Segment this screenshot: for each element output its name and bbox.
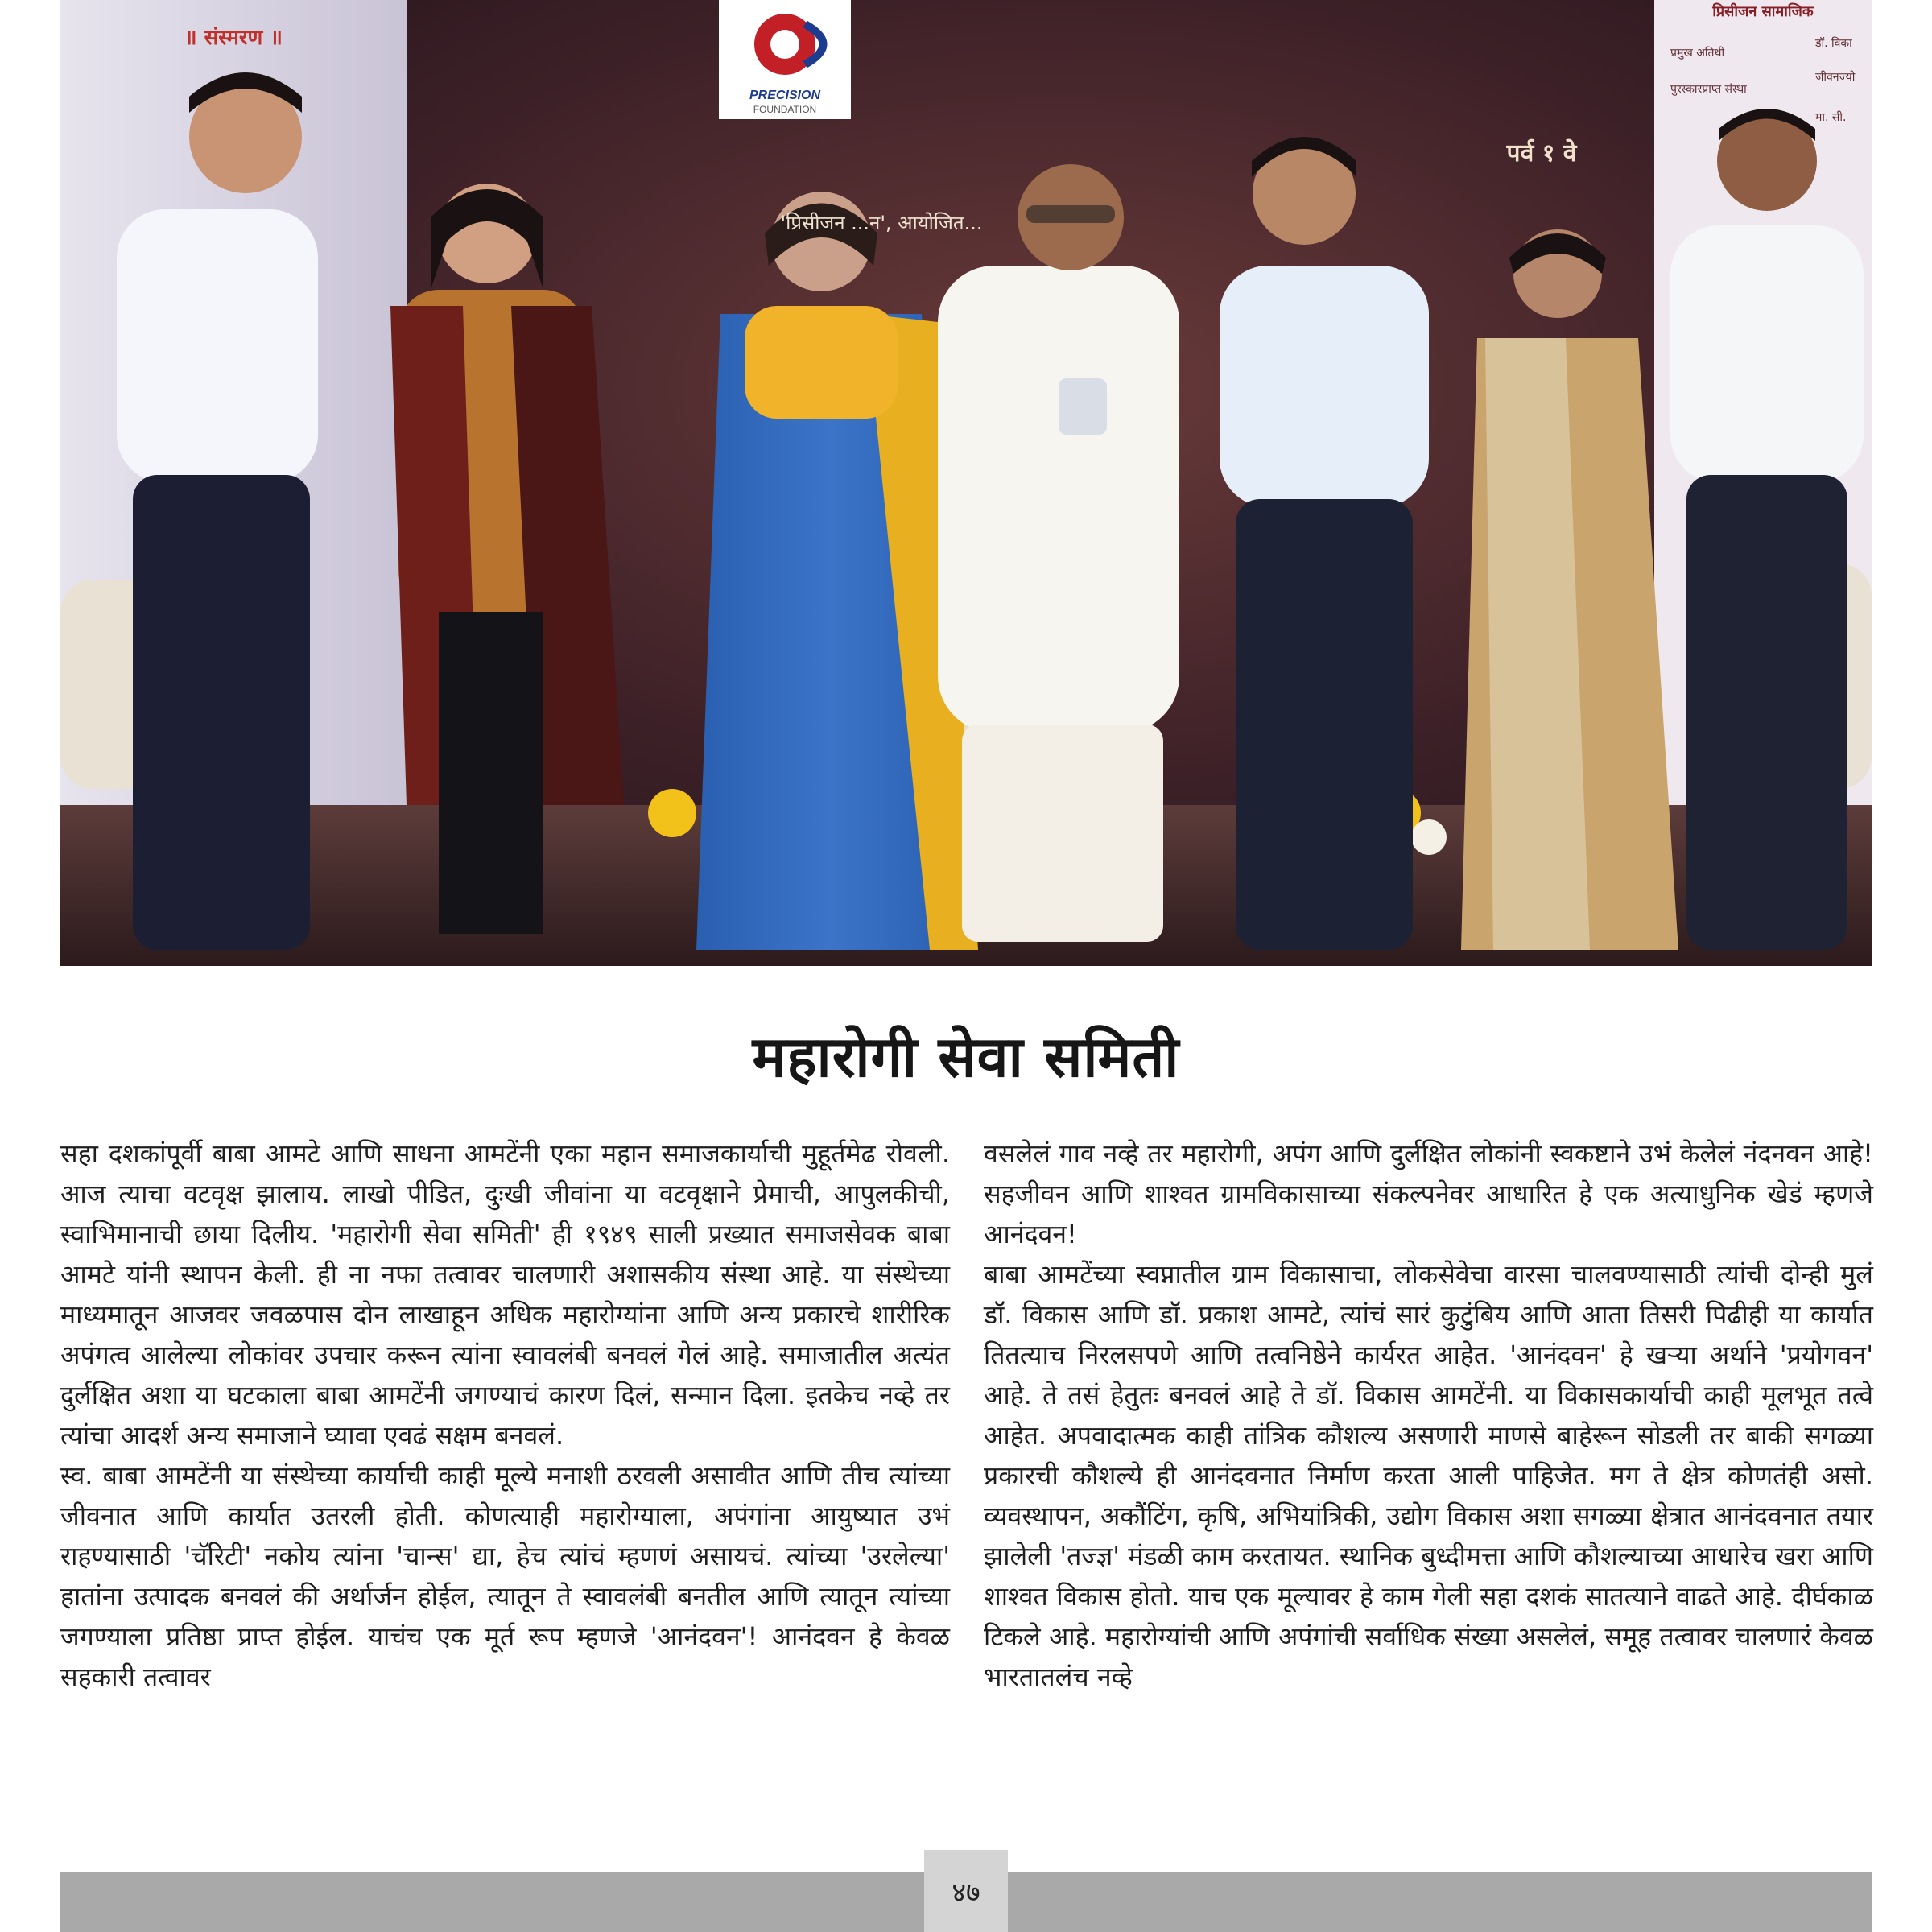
banner-right-row: डॉ. विका — [1815, 37, 1852, 50]
logo-sub: FOUNDATION — [753, 104, 817, 115]
article-heading: महारोगी सेवा समिती — [752, 1023, 1180, 1090]
banner-right-row: जीवनज्यो — [1815, 71, 1856, 84]
banner-right-header: प्रिसीजन सामाजिक — [1712, 3, 1814, 20]
page-number: ४७ — [924, 1850, 1008, 1932]
banner-right-row: प्रमुख अतिथी — [1670, 47, 1725, 60]
banner-right-row: पुरस्कारप्राप्त संस्था — [1670, 83, 1747, 96]
article-right-column — [984, 1133, 1873, 1697]
banner-right-row: मा. सी. — [1815, 111, 1847, 124]
paragraph: बाबा आमटेंच्या स्वप्नातील ग्राम विकासाचा, लोकसेवेचा वारसा चालवण्यासाठी त्यांची दोन्ही मुलं डॉ. विकास आणि डॉ. प्रकाश आमटे, त्यांचं सारं कुटुंबिय आणि आता तिसरी पिढीही या कार्यात तितत्याच निरलसपणे आणि तत्वनिष्ठेने कार्यरत आहेत. 'आनंदवन' हे खऱ्या अर्थाने 'प्रयोगवन' आहे. ते तसं हेतुतः बनवलं आहे ते डॉ. विकास आमटेंनी. या विकासकार्याची काही मूलभूत तत्वे आहेत. अपवादात्मक काही तांत्रिक कौशल्य असणारी माणसे बाहेरून सोडली तर बाकी सगळ्या प्रकारची कौशल्ये ही आनंदवनात निर्माण करता आली पाहिजेत. मग ते क्षेत्र कोणतंही असो. व्यवस्थापन, अकौंटिंग, कृषि, अभियांत्रिकी, उद्योग विकास अशा सगळ्या क्षेत्रात आनंदवनात तयार झालेली 'तज्ज्ञ' मंडळी काम करतायत. स्थानिक बुध्दीमत्ता आणि कौशल्याच्या आधारेच खरा आणि शाश्वत विकास होतो. याच एक मूल्यावर हे काम गेली सहा दशकं सातत्याने वाढते आहे. दीर्घकाळ टिकले आहे. महारोग्यांची आणि अपंगांची सर्वाधिक संख्या असलेलं, समूह तत्वावर चालणारं केवळ भारतातलंच नव्हे — [984, 1259, 1873, 1692]
banner-text: 'प्रिसीजन ...न', आयोजित... — [780, 212, 983, 234]
paragraph: स्व. बाबा आमटेंनी या संस्थेच्या कार्याची काही मूल्ये मनाशी ठरवली असावीत आणि तीच त्यांच्या जीवनात आणि कार्यात उतरली होती. कोणत्याही महारोग्याला, अपंगांना आयुष्यात उभं राहण्यासाठी 'चॅरिटी' नकोय त्यांना 'चान्स' द्या, हेच त्यांचं म्हणणं असायचं. त्यांच्या 'उरलेल्या' हातांना उत्पादक बनवलं की अर्थार्जन होईल, त्यातून ते स्वावलंबी बनतील आणि त्यातून त्यांच्या जगण्याला प्रतिष्ठा प्राप्त होईल. याचंच एक मूर्त रूप म्हणजे 'आनंदवन'! आनंदवन हे केवळ सहकारी तत्वावर — [60, 1460, 950, 1692]
event-photo — [60, 0, 1872, 966]
article-left-column — [60, 1133, 950, 1697]
paragraph: वसलेलं गाव नव्हे तर महारोगी, अपंग आणि दुर्लक्षित लोकांनी स्वकष्टाने उभं केलेलं नंदनवन आहे! सहजीवन आणि शाश्वत ग्रामविकासाच्या संकल्पनेवर आधारित हे एक अत्याधुनिक खेडं म्हणजे आनंदवन! — [984, 1138, 1873, 1249]
banner-edition: पर्व १ वे — [1506, 139, 1577, 167]
paragraph: सहा दशकांपूर्वी बाबा आमटे आणि साधना आमटेंनी एका महान समाजकार्याची मुहूर्तमेढ रोवली. आज त्याचा वटवृक्ष झालाय. लाखो पीडित, दुःखी जीवांना या वटवृक्षाने प्रेमाची, आपुलकीची, स्वाभिमानाची छाया दिलीय. 'महारोगी सेवा समिती' ही १९४९ साली प्रख्यात समाजसेवक बाबा आमटे यांनी स्थापन केली. ही ना नफा तत्वावर चालणारी अशासकीय संस्था आहे. या संस्थेच्या माध्यमातून आजवर जवळपास दोन लाखाहून अधिक महारोग्यांना आणि अन्य प्रकारचे शारीरिक अपंगत्व आलेल्या लोकांवर उपचार करून त्यांना स्वावलंबी बनवलं गेलं आहे. समाजातील अत्यंत दुर्लक्षित अशा या घटकाला बाबा आमटेंनी जगण्याचं कारण दिलं, सन्मान दिला. इतकेच नव्हे तर त्यांचा आदर्श अन्य समाजाने घ्यावा एवढं सक्षम बनवलं. — [60, 1138, 950, 1451]
section-tag: ॥ संस्मरण ॥ — [184, 26, 283, 50]
logo-brand: PRECISION — [749, 89, 821, 102]
